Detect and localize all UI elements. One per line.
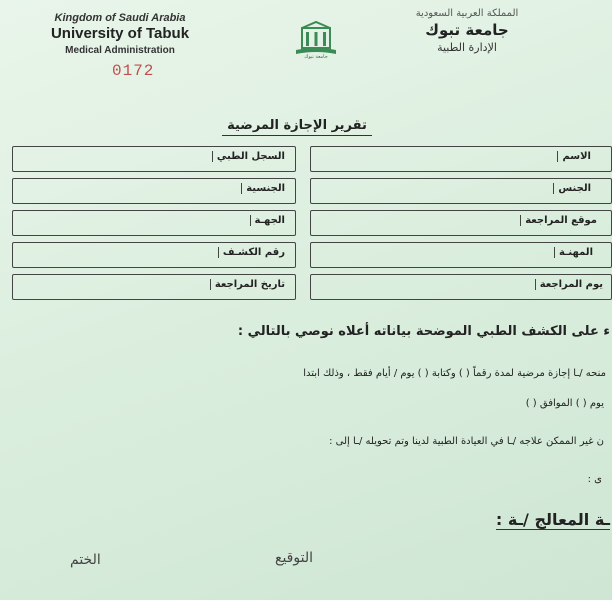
stamp-label: الختم: [70, 552, 101, 568]
treating-doctor-heading: ـة المعالج /ـة :: [495, 510, 610, 529]
medical-record-field[interactable]: [12, 146, 296, 172]
gender-label: الجنس: [553, 183, 591, 194]
entity-label: الجهـة: [250, 215, 285, 226]
visit-day-label: يوم المراجعة: [535, 279, 603, 290]
form-title: تقرير الإجازة المرضية: [222, 118, 372, 136]
department-ar: الإدارة الطبية: [437, 41, 497, 54]
english-header: [30, 12, 210, 56]
entity-field[interactable]: [12, 210, 296, 236]
arabic-header: [392, 8, 542, 54]
visit-day-field[interactable]: [310, 274, 612, 300]
gender-field[interactable]: [310, 178, 612, 204]
name-label: الاسم: [557, 151, 591, 162]
recommendation-heading: ء على الكشف الطبي الموضحة بياناته أعلاه نوصي بالتالي :: [237, 324, 610, 339]
university-en: University of Tabuk: [50, 25, 190, 42]
referral-destination-line: ى :: [587, 474, 602, 485]
university-ar: جامعة تبوك: [425, 21, 509, 39]
serial-number: 0172: [112, 62, 155, 80]
referral-line: ن غير الممكن علاجه /ـا في العيادة الطبية لدينا وتم تحويله /ـا إلى :: [329, 436, 604, 447]
visit-date-label: تاريخ المراجعة: [210, 279, 285, 290]
department-en: Medical Administration: [65, 45, 175, 56]
profession-label: المهنـة: [554, 247, 593, 258]
visit-location-label: موقع المراجعة: [520, 215, 597, 226]
profession-field[interactable]: [310, 242, 612, 268]
leave-duration-line: منحه /ـا إجازة مرضية لمدة رقماً ( ) وكتابة ( ) يوم / أيام فقط ، وذلك ابتدا: [303, 368, 606, 379]
name-field[interactable]: [310, 146, 612, 172]
nationality-label: الجنسية: [241, 183, 285, 194]
medical-record-label: السجل الطبي: [212, 151, 285, 162]
exam-number-field[interactable]: [12, 242, 296, 268]
exam-number-label: رقم الكشـف: [218, 247, 285, 258]
visit-date-field[interactable]: [12, 274, 296, 300]
country-en: Kingdom of Saudi Arabia: [54, 12, 186, 24]
signature-label: التوقيع: [275, 550, 313, 566]
leave-start-line: يوم ( ) الموافق ( ): [525, 398, 604, 409]
nationality-field[interactable]: [12, 178, 296, 204]
visit-location-field[interactable]: [310, 210, 612, 236]
logo-caption: جامعة تبوك: [304, 54, 328, 60]
country-ar: المملكة العربية السعودية: [415, 8, 519, 19]
